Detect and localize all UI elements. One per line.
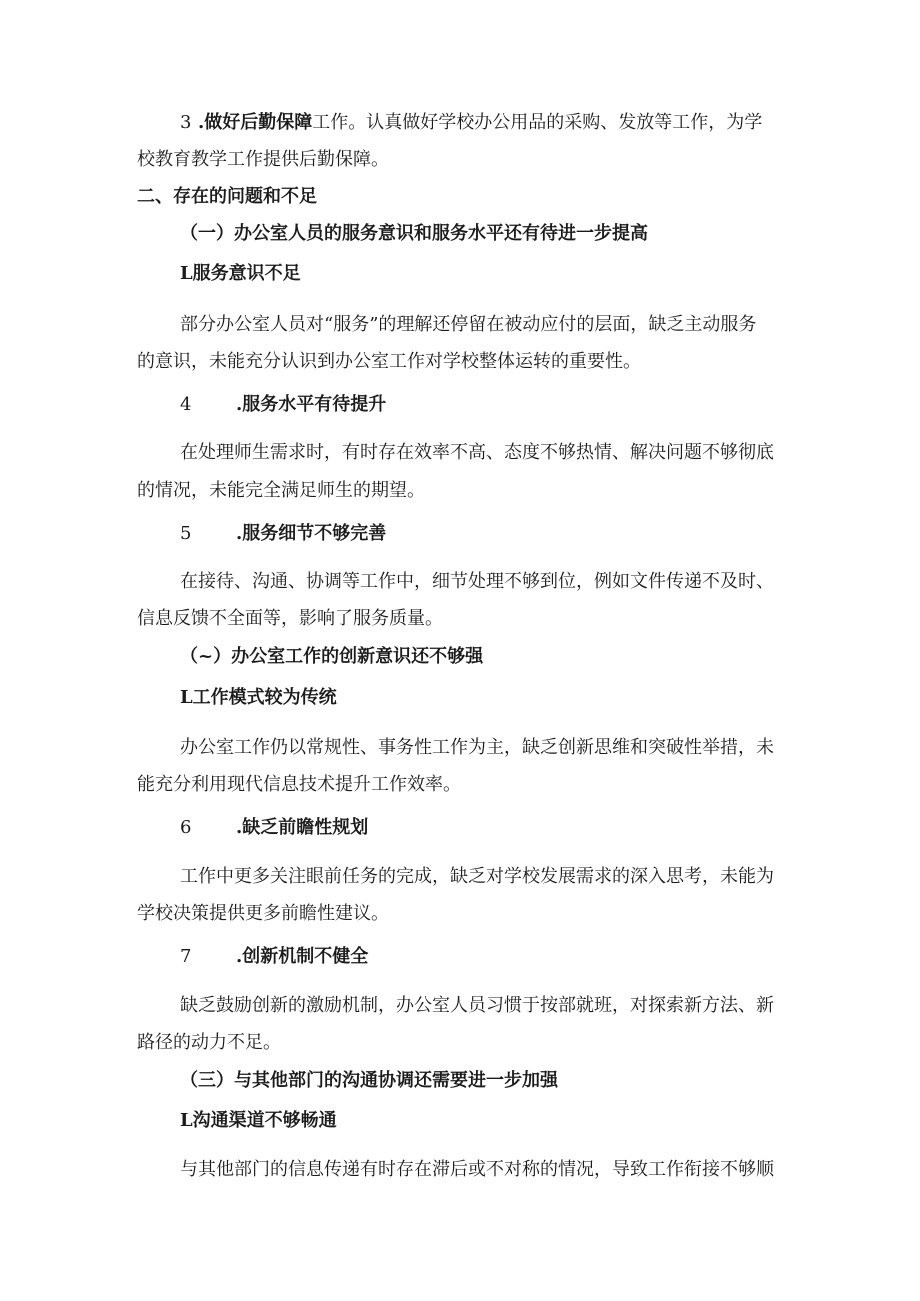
- item-number: 6: [180, 817, 192, 838]
- point-heading: L服务意识不足: [180, 263, 301, 284]
- item-title: .创新机制不健全: [236, 946, 369, 967]
- paragraph-line-2: 路径的动力不足。: [137, 1032, 281, 1053]
- paragraph-line-1: 工作中更多关注眼前任务的完成，缺乏对学校发展需求的深入思考，未能为: [180, 866, 774, 887]
- item-3-line-2: 校教育教学工作提供后勤保障。: [137, 149, 389, 170]
- paragraph-line-1: 在接待、沟通、协调等工作中，细节处理不够到位，例如文件传递不及时、: [180, 571, 774, 592]
- item-title: .做好后勤保障: [198, 112, 313, 133]
- item-number: 7: [180, 946, 192, 967]
- subsection-heading: （~）办公室工作的创新意识还不够强: [180, 646, 484, 667]
- item-title: .缺乏前瞻性规划: [236, 817, 369, 838]
- point-heading: [180, 393, 386, 417]
- paragraph-line-2: 信息反馈不全面等，影响了服务质量。: [137, 608, 443, 629]
- paragraph-line-1: 缺乏鼓励创新的激励机制，办公室人员习惯于按部就班，对探索新方法、新: [180, 995, 774, 1016]
- item-number: 4: [180, 394, 192, 415]
- item-text: 工作。认真做好学校办公用品的采购、发放等工作，为学: [312, 112, 763, 133]
- point-heading: [180, 945, 368, 969]
- section-heading: 二、存在的问题和不足: [137, 186, 317, 207]
- paragraph-line-2: 的情况，未能完全满足师生的期望。: [137, 480, 425, 501]
- paragraph-line-2: 能充分利用现代信息技术提升工作效率。: [137, 774, 461, 795]
- paragraph-line-2: 学校决策提供更多前瞻性建议。: [137, 903, 389, 924]
- point-heading: L沟通渠道不够畅通: [180, 1110, 337, 1131]
- paragraph-line-2: 的意识，未能充分认识到办公室工作对学校整体运转的重要性。: [137, 351, 641, 372]
- item-3-line-1: [180, 111, 762, 135]
- item-title: .服务水平有待提升: [236, 394, 387, 415]
- point-heading: [180, 522, 386, 546]
- subsection-heading: （三）与其他部门的沟通协调还需要进一步加强: [180, 1070, 558, 1091]
- item-number: 5: [180, 523, 192, 544]
- point-heading: L工作模式较为传统: [180, 687, 337, 708]
- paragraph-line-1: 与其他部门的信息传递有时存在滞后或不对称的情况，导致工作衔接不够顺: [180, 1159, 774, 1180]
- item-number: 3: [180, 112, 192, 133]
- paragraph-line-1: 办公室工作仍以常规性、事务性工作为主，缺乏创新思维和突破性举措，未: [180, 737, 774, 758]
- point-heading: [180, 816, 368, 840]
- subsection-heading: （一）办公室人员的服务意识和服务水平还有待进一步提高: [180, 223, 648, 244]
- paragraph-line-1: 在处理师生需求时，有时存在效率不高、态度不够热情、解决问题不够彻底: [180, 442, 774, 463]
- paragraph-line-1: 部分办公室人员对“服务”的理解还停留在被动应付的层面，缺乏主动服务: [180, 314, 757, 335]
- item-title: .服务细节不够完善: [236, 523, 387, 544]
